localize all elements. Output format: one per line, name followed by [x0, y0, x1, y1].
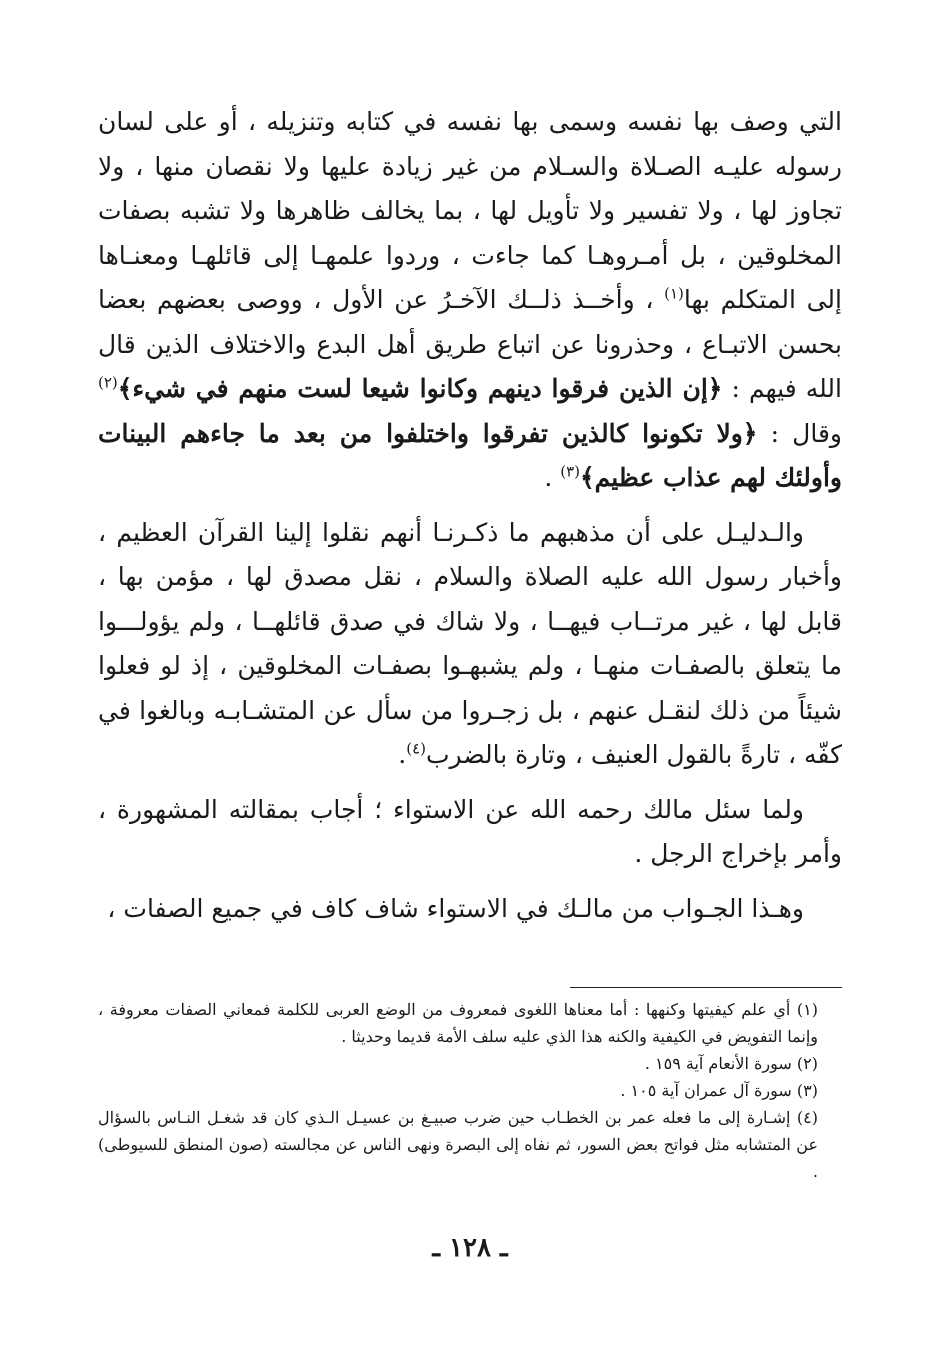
footnote-3: (٣) سورة آل عمران آية ١٠٥ . — [620, 1081, 818, 1100]
footnote-4: (٤) إشـارة إلى ما فعله عمر بن الخطـاب حين ضرب صبيـغ بن عسيـل الـذي كان قد شغـل النـاس بالسؤال عن المتشابه مثل فواتح بعض السور، ثم نفاه إلى البصرة ونهى الناس عن مجالسته (صون المنطق للسيوطى) . — [98, 1108, 819, 1181]
footnote-2: (٢) سورة الأنعام آية ١٥٩ . — [644, 1054, 818, 1073]
paragraph-4: وهـذا الجـواب من مالـك في الاستواء شاف كاف في جميع الصفات ، — [107, 893, 804, 923]
paragraph-1-part-d: . — [544, 463, 553, 492]
paragraph-2-part-b: . — [398, 740, 407, 769]
footnote-ref-2: (٢) — [98, 373, 118, 392]
paragraph-1-part-a: التي وصف بها نفسه وسمى بها نفسه في كتابه وتنزيله ، أو على لسان رسوله عليـه الصـلاة والسـلام من غير زيادة عليها ولا نقصان منها ، ولا تجاوز لها ، ولا تفسير ولا تأويل لها ، بما يخالف ظاهرها ولا تشبه بصفات المخلوقين ، بل أمـروهـا كما جاءت ، وردوا علمهـا إلى قائلهـا ومعنـاها إلى المتكلم بها — [98, 107, 842, 314]
footnote-1: (١) أي علم كيفيتها وكنهها : أما معناها اللغوى فمعروف من الوضع العربى للكلمة فمعاني الصفات معروفة ، وإنما التفويض في الكيفية والكنه هذا الذي عليه سلف الأمة قديما وحديثا . — [98, 1000, 818, 1046]
footnotes — [98, 996, 842, 1185]
paragraph-3: ولما سئل مالك رحمه الله عن الاستواء ؛ أجاب بمقالته المشهورة ، وأمر بإخراج الرجل . — [98, 794, 842, 868]
quran-quote-2: ﴿ولا تكونوا كالذين تفرقوا واختلفوا من بعد ما جاءهم البينات وأولئك لهم عذاب عظيم﴾ — [98, 418, 842, 492]
paragraph-1-part-c: وقال : — [770, 418, 842, 448]
paragraph-2-part-a: والـدليـل على أن مذهبهم ما ذكـرنـا أنهم نقلوا إلينا القرآن العظيم ، وأخبار رسول الله عليه الصلاة والسلام ، نقل مصدق لها ، مؤمن بها ، قابل لها ، غير مرتــاب فيهــا ، ولا شاك في صدق قائلهــا ، ولم يؤولـــوا ما يتعلق بالصفـات منهـا ، ولم يشبهـوا بصفـات المخلوقين ، إذ لو فعلوا شيئاً من ذلك لنقـل عنهم ، بل زجـروا من سأل عن المتشـابـه وبالغوا في كفّه ، تارةً بالقول العنيف ، وتارة بالضرب — [98, 517, 842, 769]
footnote-ref-3: (٣) — [560, 462, 580, 481]
footnote-ref-4: (٤) — [406, 739, 426, 758]
footnote-divider — [570, 987, 842, 988]
paragraph-1-part-b: ، وأخــذ ذلــك الآخـرُ عن الأول ، ووصى بعضهم بعضا بحسن الاتبـاع ، وحذرونا عن اتباع طريق أهل البدع والاختلاف الذين قال الله فيهم : — [98, 285, 842, 403]
main-text — [98, 100, 842, 941]
footnote-ref-1: (١) — [664, 284, 684, 303]
quran-quote-1: ﴿إن الذين فرقوا دينهم وكانوا شيعا لست منهم في شيء﴾ — [117, 374, 723, 403]
paragraph-1 — [98, 100, 842, 501]
paragraph-2 — [98, 511, 842, 778]
page-number: ـ ١٢٨ ـ — [432, 1233, 508, 1263]
